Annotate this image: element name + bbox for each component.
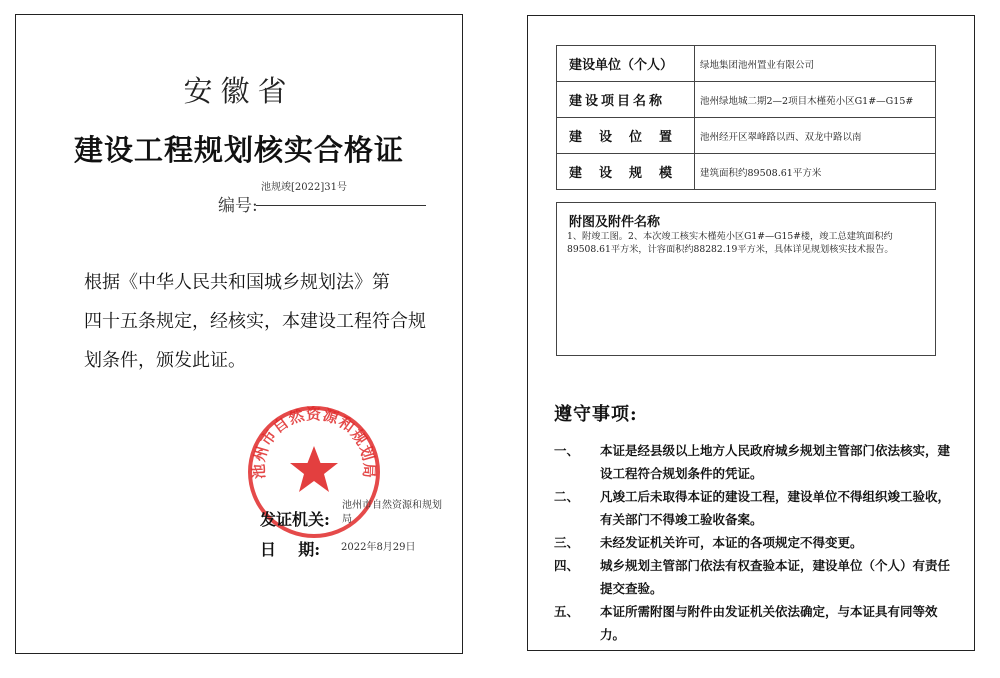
row-key-project-name: 建设项目名称	[557, 82, 695, 118]
certificate-front-page	[15, 14, 463, 654]
certificate-body	[84, 263, 429, 380]
date-value: 2022年8月29日	[341, 542, 416, 553]
table-row	[557, 82, 936, 118]
rule-item	[554, 600, 954, 646]
table-row	[557, 46, 936, 82]
rule-number: 一、	[554, 443, 580, 458]
certificate-number-value: 池规竣[2022]31号	[261, 182, 347, 193]
rule-text: 凡竣工后未取得本证的建设工程，建设单位不得组织竣工验收，有关部门不得竣工验收备案。	[600, 489, 951, 527]
rule-number: 四、	[554, 558, 580, 573]
attachments-box	[556, 202, 936, 356]
rule-item	[554, 485, 954, 531]
rule-item	[554, 439, 954, 485]
issuer-label: 发证机关:	[260, 510, 330, 529]
attachments-text: 1、附竣工图。2、本次竣工核实木槿苑小区G1#—G15#楼，竣工总建筑面积约89508.61平方米，计容面积约88282.19平方米，具体详见规划核实技术报告。	[567, 231, 894, 255]
row-value-builder: 绿地集团池州置业有限公司	[695, 46, 936, 82]
seal-star-icon	[290, 446, 338, 492]
project-info-table	[556, 45, 936, 190]
rules-list	[554, 439, 954, 646]
rule-text: 未经发证机关许可，本证的各项规定不得变更。	[600, 535, 863, 550]
row-key-builder: 建设单位（个人）	[557, 46, 695, 82]
rule-text: 城乡规划主管部门依法有权查验本证，建设单位（个人）有责任提交查验。	[600, 558, 951, 596]
certificate-back-page	[527, 15, 975, 651]
certificate-title: 建设工程规划核实合格证	[73, 133, 404, 167]
row-value-location: 池州经开区翠峰路以西、双龙中路以南	[695, 118, 936, 154]
rule-text: 本证是经县级以上地方人民政府城乡规划主管部门依法核实，建设工程符合规划条件的凭证。	[600, 443, 951, 481]
rule-number: 五、	[554, 604, 580, 619]
row-value-scale: 建筑面积约89508.61平方米	[695, 154, 936, 190]
row-key-scale: 建设规模	[557, 154, 695, 190]
certificate-number-underline	[256, 205, 426, 206]
rule-text: 本证所需附图与附件由发证机关依法确定，与本证具有同等效力。	[600, 604, 938, 642]
rule-number: 二、	[554, 489, 580, 504]
rule-item	[554, 531, 954, 554]
rule-item	[554, 554, 954, 600]
rules-title: 遵守事项:	[554, 404, 638, 425]
row-value-project-name: 池州绿地城二期2—2项目木槿苑小区G1#—G15#	[695, 82, 936, 118]
issuer-value: 池州市自然资源和规划局	[342, 500, 442, 525]
table-row	[557, 154, 936, 190]
row-key-location: 建设位置	[557, 118, 695, 154]
seal-text: 池州市自然资源和规划局	[249, 404, 379, 480]
body-line: 划条件，颁发此证。	[84, 350, 246, 371]
rule-number: 三、	[554, 535, 580, 550]
table-row	[557, 118, 936, 154]
attachments-title: 附图及附件名称	[569, 215, 661, 230]
certificate-number-label: 编号:	[218, 196, 258, 216]
body-line: 根据《中华人民共和国城乡规划法》第	[84, 272, 390, 293]
body-line: 四十五条规定，经核实，本建设工程符合规	[84, 311, 426, 332]
province-heading: 安徽省	[183, 74, 295, 108]
date-label: 日 期:	[260, 540, 321, 559]
